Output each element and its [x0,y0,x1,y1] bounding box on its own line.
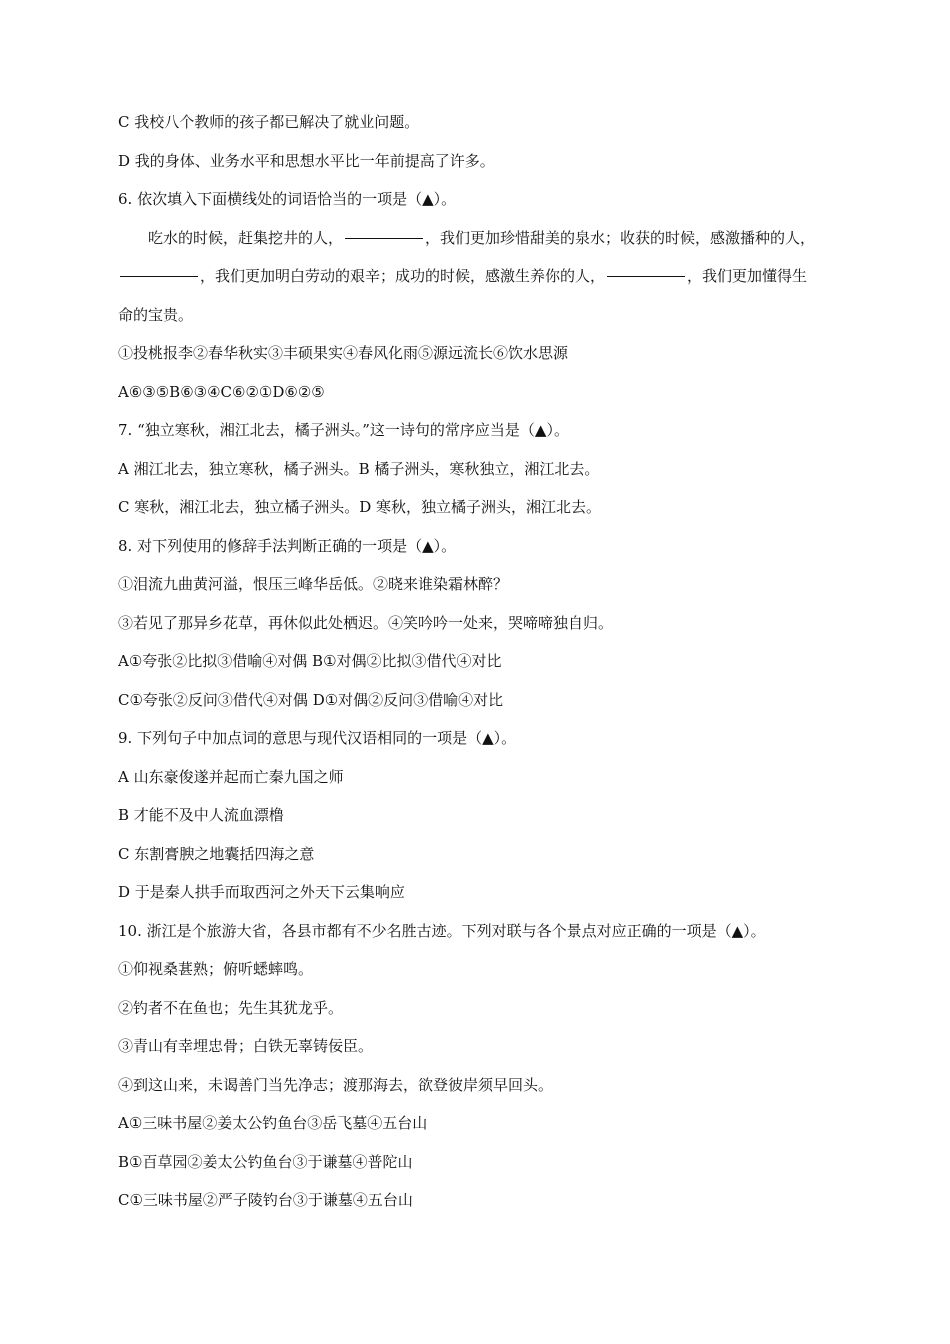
answer-blank [607,275,685,277]
dotted-char: 响 [375,873,390,912]
q7-options-cd: C 寒秋，湘江北去，独立橘子洲头。D 寒秋，独立橘子洲头，湘江北去。 [118,498,602,516]
dotted-char: 中 [194,796,209,835]
q6-answer-choices: A⑥③⑤B⑥③④C⑥②①D⑥②⑤ [118,382,325,401]
dotted-char: 师 [329,758,344,797]
dotted-char: 膏 [164,835,179,874]
q10-stem: 10. 浙江是个旅游大省，各县市都有不少名胜古迹。下列对联与各个景点对应正确的一项是（▲）。 [118,921,766,940]
q6-passage-line-1 [118,219,838,258]
q9-option-d [118,873,838,912]
q8-sentences-1: ①泪流九曲黄河溢，恨压三峰华岳低。②晓来谁染霜林醉？ [118,575,509,593]
q9-stem: 9. 下列句子中加点词的意思与现代汉语相同的一项是（▲）。 [118,729,517,747]
text: D 于是秦人拱手而取 [118,883,255,901]
text: 之地 [194,844,225,863]
dotted-char: 囊 [224,835,239,874]
q8-sentences-2: ③若见了那异乡花草，再休似此处栖迟。④笑吟吟一处来，哭啼啼独自归。 [118,613,614,632]
document-page [118,103,838,1220]
answer-blank [345,237,423,239]
q6-passage-text: ，我们更加珍惜甜美的泉水；收获的时候，感激播种的人， [425,228,816,247]
dotted-char: 东 [149,758,164,797]
q10-couplet-4: ④到这山来，未谒善门当先净志；渡那海去，欲登彼岸须早回头。 [118,1075,554,1094]
q10-option-c: C①三味书屋②严子陵钓台③于谦墓④五台山 [118,1191,413,1209]
text: C 东割 [118,844,165,863]
dotted-char: 括 [239,835,254,874]
dotted-char: 应 [390,873,405,912]
dotted-char: 西 [255,873,270,912]
text: 流血漂橹 [223,806,284,824]
q6-passage-line-2 [118,257,838,296]
q9-option-a [118,758,838,797]
q10-couplet-2: ②钓者不在鱼也；先生其犹龙乎。 [118,998,344,1017]
q8-options-cd: C①夸张②反问③借代④对偶 D①对偶②反问③借喻④对比 [118,690,504,709]
q6-passage-text: ，我们更加明白劳动的艰辛；成功的时候，感激生养你的人， [200,267,606,285]
q9-option-c [118,835,838,874]
answer-blank [120,275,198,277]
q10-couplet-1: ①仰视桑葚熟；俯听蟋蟀鸣。 [118,960,314,978]
q8-options-ab: A①夸张②比拟③借喻④对偶 B①对偶②比拟③借代④对比 [118,652,502,670]
q10-option-b: B①百草园②姜太公钓鱼台③于谦墓④普陀山 [118,1152,413,1171]
q5-option-d: D 我的身体、业务水平和思想水平比一年前提高了许多。 [118,151,495,170]
q6-passage-text: 吃水的时候，赶集挖井的人， [148,228,344,247]
text: 河之外天下云集 [269,883,375,901]
text: 豪俊遂并起而亡秦九国之 [163,767,329,786]
text: B 才能不及 [118,806,194,824]
dotted-char: 山 [134,758,149,797]
q7-options-ab: A 湘江北去，独立寒秋，橘子洲头。B 橘子洲头，寒秋独立，湘江北去。 [118,459,600,478]
text: A [118,767,134,786]
q6-word-options: ①投桃报李②春华秋实③丰硕果实④春风化雨⑤源远流长⑥饮水思源 [118,344,569,362]
q6-passage-text: ，我们更加懂得生 [687,267,808,285]
dotted-char: 腴 [179,835,194,874]
q7-stem: 7. “独立寒秋，湘江北去，橘子洲头。”这一诗句的常序应当是（▲）。 [118,421,569,439]
q5-option-c: C 我校八个教师的孩子都已解决了就业问题。 [118,113,420,131]
q8-stem: 8. 对下列使用的修辞手法判断正确的一项是（▲）。 [118,536,457,555]
q9-option-b [118,796,838,835]
q10-couplet-3: ③青山有幸埋忠骨；白铁无辜铸佞臣。 [118,1037,374,1055]
q10-option-a: A①三味书屋②姜太公钓鱼台③岳飞墓④五台山 [118,1114,428,1132]
dotted-char: 人 [209,796,224,835]
text: 四海之意 [254,844,315,863]
q6-passage-line-3: 命的宝贵。 [118,305,194,324]
q6-stem: 6. 依次填入下面横线处的词语恰当的一项是（▲）。 [118,190,457,208]
